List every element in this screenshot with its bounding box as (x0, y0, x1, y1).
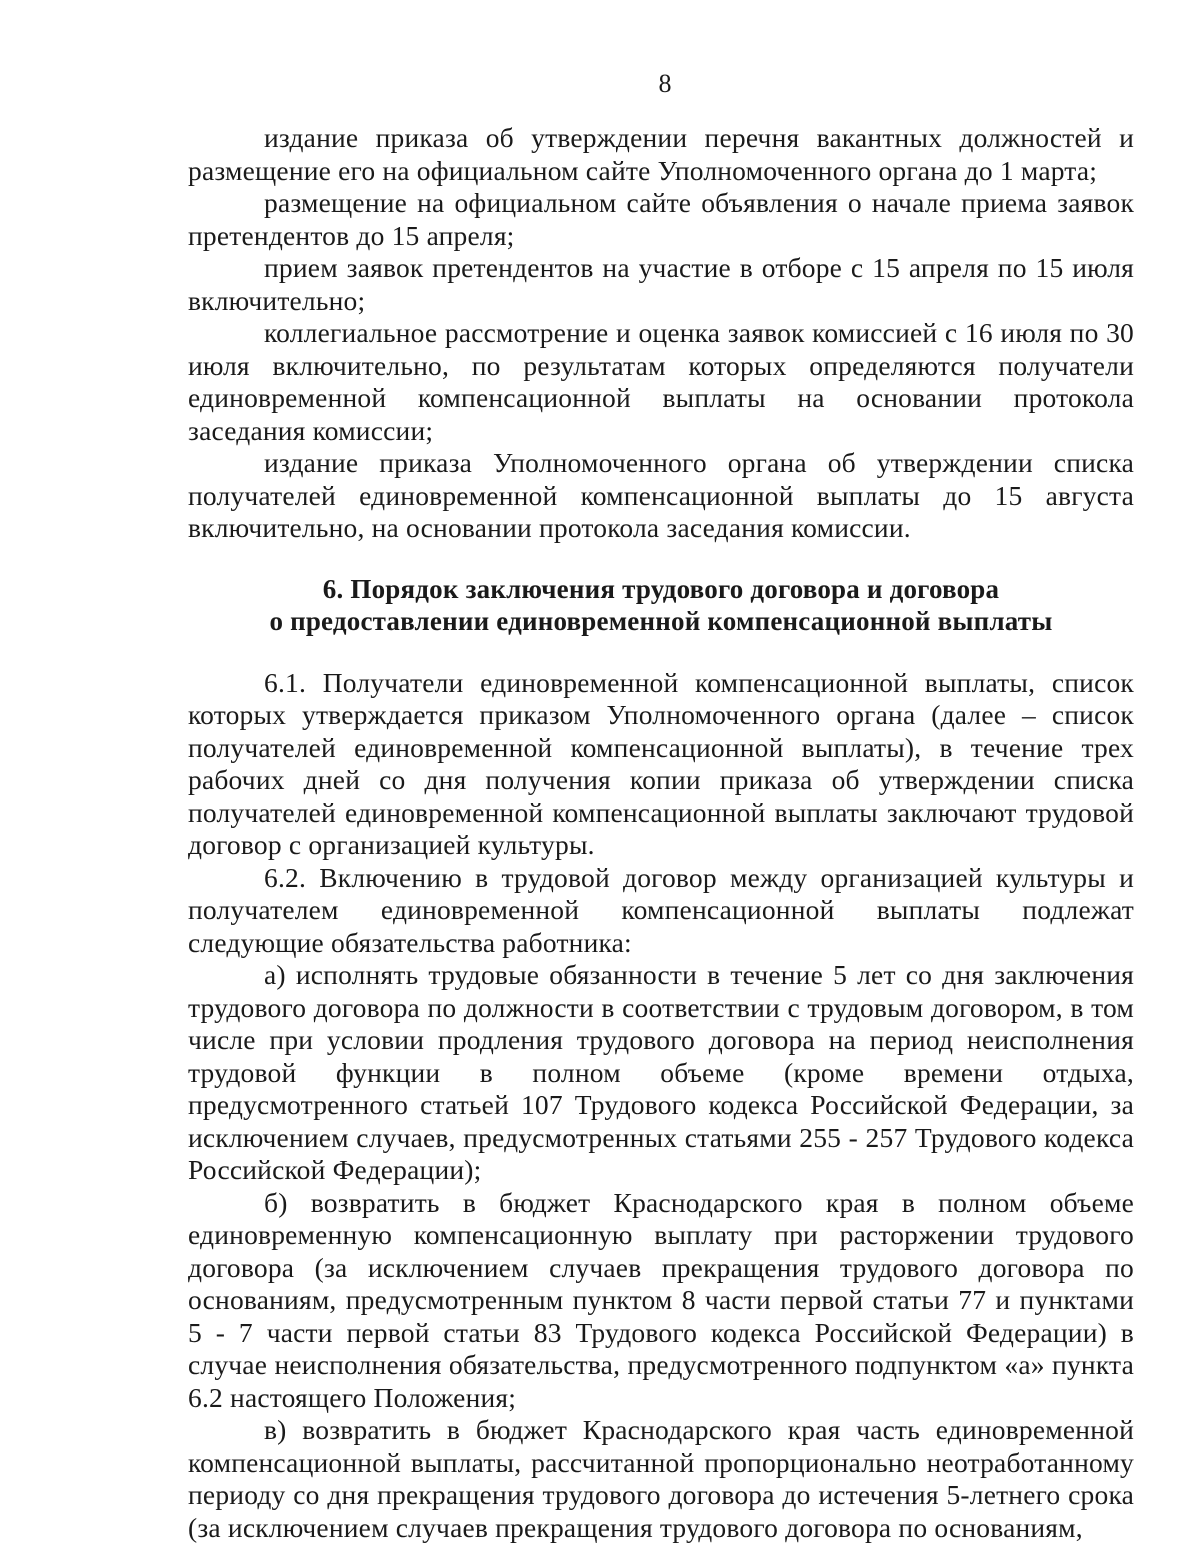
paragraph-6-2-b: б) возвратить в бюджет Краснодарского края в полном объеме единовременную компенсационную выплату при расторжении трудового договора (за исключением случаев прекращения трудового договора по основаниям, предусмотренным пунктом 8 части первой статьи 77 и пунктами 5 - 7 части первой статьи 83 Трудового кодекса Российской Федерации) в случае неисполнения обязательства, предусмотренного подпунктом «а» пункта 6.2 настоящего Положения; (188, 1186, 1134, 1413)
section-heading-line-1: 6. Порядок заключения трудового договора и договора (322, 573, 1000, 604)
paragraph-recipients-order: издание приказа Уполномоченного органа об утверждении списка получателей единовременной компенсационной выплаты до 15 августа включительно, на основании протокола заседания комиссии. (188, 447, 1134, 543)
paragraph-vacancy-order: издание приказа об утверждении перечня вакантных должностей и размещение его на официальном сайте Уполномоченного органа до 1 марта; (188, 122, 1134, 186)
page-number: 8 (658, 69, 672, 98)
paragraph-6-1: 6.1. Получатели единовременной компенсационной выплаты, список которых утверждается приказом Уполномоченного органа (далее – список получателей единовременной компенсационной выплаты), в течение трех рабочих дней со дня получения копии приказа об утверждении списка получателей единовременной компенсационной выплаты заключают трудовой договор с организацией культуры. (188, 666, 1134, 860)
paragraph-application-intake: прием заявок претендентов на участие в отборе с 15 апреля по 15 июля включительно; (188, 252, 1134, 316)
paragraph-6-2: 6.2. Включению в трудовой договор между организацией культуры и получателем единовременной компенсационной выплаты подлежат следующие обязательства работника: (188, 861, 1134, 958)
document-body (188, 122, 1134, 1544)
paragraph-6-2-a: а) исполнять трудовые обязанности в течение 5 лет со дня заключения трудового договора по должности в соответствии с трудовым договором, в том числе при условии продления трудового договора на период неисполнения трудовой функции в полном объеме (кроме времени отдыха, предусмотренного статьей 107 Трудового кодекса Российской Федерации, за исключением случаев, предусмотренных статьями 255 - 257 Трудового кодекса Российской Федерации); (188, 959, 1134, 1185)
paragraph-announcement: размещение на официальном сайте объявления о начале приема заявок претендентов до 15 апреля; (188, 187, 1134, 251)
paragraph-commission-review: коллегиальное рассмотрение и оценка заявок комиссией с 16 июля по 30 июля включительно, по результатам которых определяются получатели единовременной компенсационной выплаты на основании протокола заседания комиссии; (188, 317, 1134, 446)
section-heading (188, 573, 1134, 637)
paragraph-6-2-v: в) возвратить в бюджет Краснодарского края часть единовременной компенсационной выплаты, рассчитанной пропорционально неотработанному периоду со дня прекращения трудового договора до истечения 5-летнего срока (за исключением случаев прекращения трудового договора по основаниям, (188, 1414, 1134, 1543)
section-heading-line-2: о предоставлении единовременной компенсационной выплаты (269, 605, 1053, 636)
